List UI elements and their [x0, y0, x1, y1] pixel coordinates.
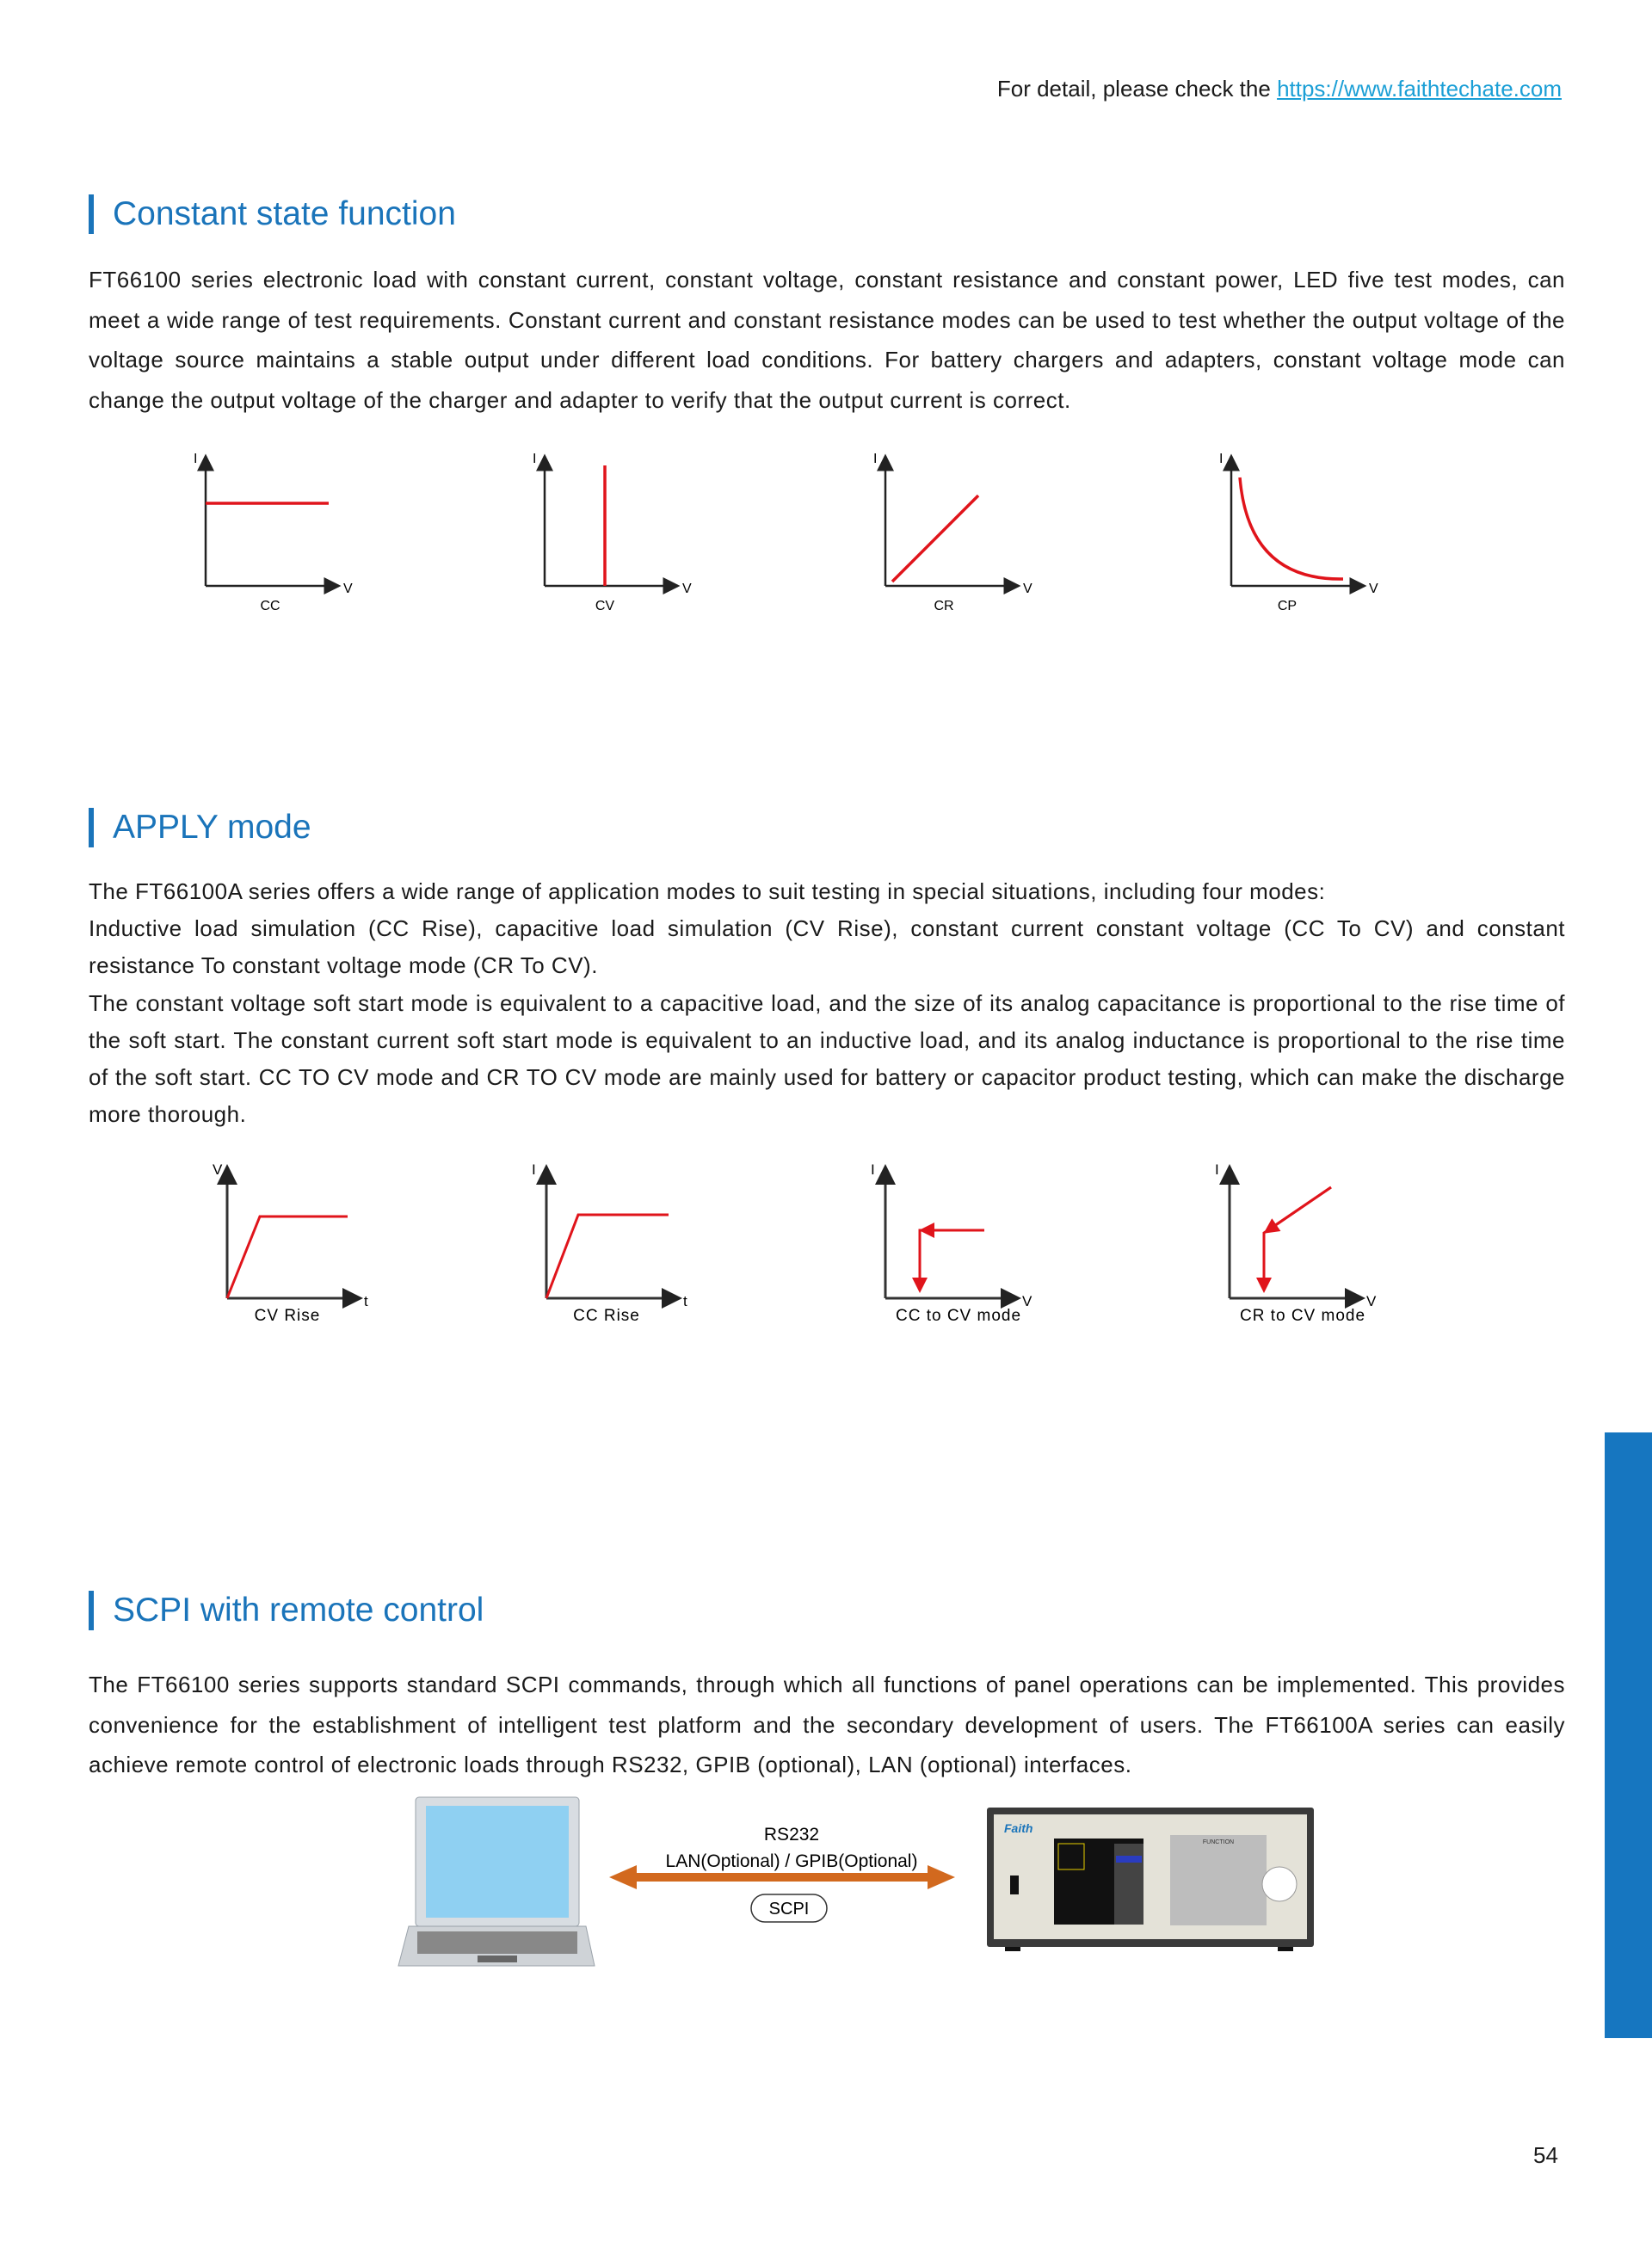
page-number: 54	[1533, 2142, 1558, 2168]
x-axis-label: t	[683, 1293, 687, 1309]
curve	[920, 1230, 984, 1290]
y-axis-label: I	[873, 452, 878, 466]
apply-diagram-1	[213, 1161, 368, 1325]
mode-label: CP	[1277, 599, 1298, 613]
curve	[546, 1215, 669, 1298]
y-axis-label: I	[533, 452, 537, 466]
mode-diagram-cr	[873, 452, 1032, 613]
mode-label: CC Rise	[573, 1307, 640, 1325]
function-label: FUNCTION	[1202, 1839, 1235, 1845]
paragraph: The constant voltage soft start mode is equivalent to a capacitive load, and the size of its analog capacitance is proportional to the rise time of the soft start. The constant current soft start mode is equivalent to an inductive load, and its analog inductance is proportional to the rise time of the soft start. CC TO CV mode and CR TO CV mode are mainly used for battery or capacitor product testing, which can make the discharge more thorough.	[89, 989, 1565, 1128]
x-axis-label: V	[682, 582, 692, 596]
mode-label: CR	[934, 599, 954, 613]
paragraph: The FT66100 series supports standard SCPI commands, through which all functions of panel operations can be implemented. This provides convenience for the establishment of intelligent test platform and the secondary development of users. The FT66100A series can easily achieve remote control of electronic loads through RS232, GPIB (optional), LAN (optional) interfaces.	[89, 1672, 1565, 1777]
heading-scpi: SCPI with remote control	[89, 1591, 484, 1630]
paragraph: Inductive load simulation (CC Rise), capacitive load simulation (CV Rise), constant current constant voltage (CC To CV) and constant resistance To constant voltage mode (CR To CV).	[89, 915, 1565, 979]
x-axis-label: V	[343, 582, 353, 596]
y-axis-label: I	[871, 1161, 875, 1178]
x-axis-label: V	[1366, 1293, 1377, 1309]
lan-gpib-label: LAN(Optional) / GPIB(Optional)	[665, 1851, 918, 1871]
rs232-label: RS232	[763, 1825, 820, 1845]
apply-diagram-3	[871, 1161, 1032, 1325]
mode-label: CC	[260, 599, 280, 613]
paragraph: FT66100 series electronic load with constant current, constant voltage, constant resistance and constant power, LED five test modes, can meet a wide range of test requirements. Constant current and constant resistance modes can be used to test whether the output voltage of the voltage source maintains a stable output under different load conditions. For battery chargers and adapters, constant voltage mode can change the output voltage of the charger and adapter to verify that the output current is correct.	[89, 267, 1565, 413]
paragraph: The FT66100A series offers a wide range of application modes to suit testing in special situations, including four modes:	[89, 878, 1326, 904]
y-axis-label: I	[1219, 452, 1224, 466]
y-axis-label: V	[213, 1161, 223, 1178]
y-axis-label: I	[532, 1161, 536, 1178]
detail-text: For detail, please check the	[996, 76, 1278, 102]
mode-diagram-cp	[1219, 452, 1378, 613]
y-axis-label: I	[1215, 1161, 1219, 1178]
y-axis-label: I	[194, 452, 198, 466]
x-axis-label: V	[1369, 582, 1378, 596]
curve	[892, 496, 978, 582]
x-axis-label: V	[1022, 1293, 1032, 1309]
electronic-load-device	[987, 1808, 1314, 1951]
remote-control-illustration	[391, 1794, 1321, 1974]
heading-constant-state: Constant state function	[89, 194, 456, 234]
arrow-head	[1266, 1187, 1331, 1232]
scpi-label: SCPI	[768, 1900, 810, 1919]
laptop-icon	[398, 1797, 595, 1966]
x-axis-label: t	[364, 1293, 368, 1309]
mode-label: CV	[595, 599, 615, 613]
side-tab	[1605, 1432, 1652, 2038]
apply-diagram-2	[532, 1161, 687, 1325]
apply-diagram-4	[1215, 1161, 1377, 1325]
mode-diagram-cv	[533, 452, 692, 613]
mode-label: CR to CV mode	[1239, 1307, 1366, 1325]
mode-label: CC to CV mode	[895, 1307, 1022, 1325]
curve	[1264, 1187, 1331, 1290]
mode-diagram-cc	[194, 452, 353, 613]
website-link[interactable]: https://www.faithtechate.com	[1277, 76, 1562, 102]
x-axis-label: V	[1023, 582, 1032, 596]
curve	[1240, 477, 1343, 579]
mode-label: CV Rise	[254, 1307, 321, 1325]
brand-logo: Faith	[1004, 1821, 1033, 1835]
curve	[227, 1216, 348, 1298]
heading-apply-mode: APPLY mode	[89, 808, 311, 847]
